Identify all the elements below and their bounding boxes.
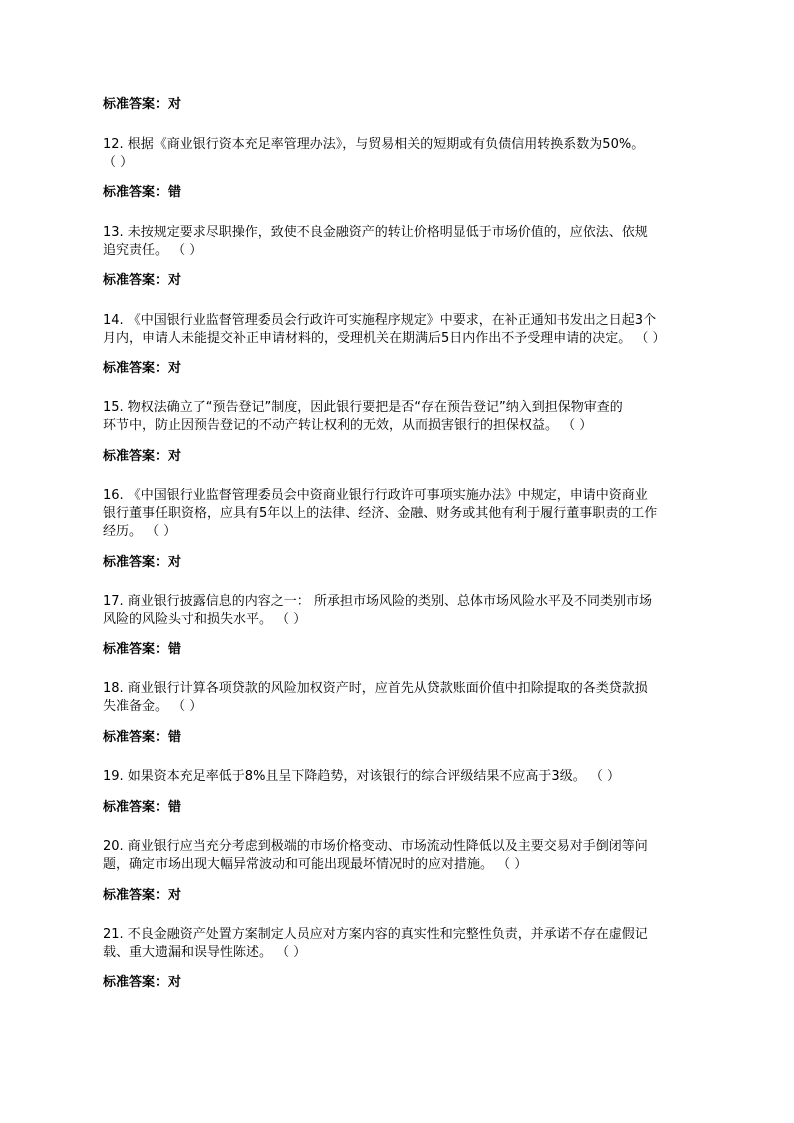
question-15-line-2: 环节中，防止因预告登记的不动产转让权利的无效，从而损害银行的担保权益。 （ ） bbox=[103, 418, 593, 433]
question-21-line-1: 21. 不良金融资产处置方案制定人员应对方案内容的真实性和完整性负责，并承诺不存在虚假记 bbox=[103, 927, 648, 942]
question-18-line-1: 18. 商业银行计算各项贷款的风险加权资产时，应首先从贷款账面价值中扣除提取的各类贷款损 bbox=[103, 681, 648, 696]
answer-18: 标准答案：错 bbox=[103, 730, 182, 745]
answer-16: 标准答案：对 bbox=[103, 555, 182, 570]
question-14-line-1: 14. 《中国银行业监督管理委员会行政许可实施程序规定》中要求，在补正通知书发出之日起3个 bbox=[103, 313, 657, 328]
question-15-line-1: 15. 物权法确立了“预告登记”制度，因此银行要把是否“存在预告登记”纳入到担保物审查的 bbox=[103, 400, 623, 415]
question-16 bbox=[103, 487, 703, 541]
question-20-line-1: 20. 商业银行应当充分考虑到极端的市场价格变动、市场流动性降低以及主要交易对手倒闭等问 bbox=[103, 839, 648, 854]
question-16-line-3: 经历。 （ ） bbox=[103, 524, 177, 539]
answer-11: 标准答案：对 bbox=[103, 97, 182, 112]
question-18 bbox=[103, 680, 703, 716]
question-13 bbox=[103, 224, 703, 260]
question-19 bbox=[103, 768, 703, 786]
question-16-line-1: 16. 《中国银行业监督管理委员会中资商业银行行政许可事项实施办法》中规定，申请中资商业 bbox=[103, 488, 648, 503]
question-17-line-1: 17. 商业银行披露信息的内容之一： 所承担市场风险的类别、总体市场风险水平及不同类别市场 bbox=[103, 594, 652, 609]
question-15 bbox=[103, 399, 703, 435]
question-12-line-2: （ ） bbox=[103, 155, 134, 170]
question-18-line-2: 失准备金。 （ ） bbox=[103, 699, 203, 714]
question-17-line-2: 风险的风险头寸和损失水平。 （ ） bbox=[103, 612, 307, 627]
question-20-line-2: 题，确定市场出现大幅异常波动和可能出现最坏情况时的应对措施。 （ ） bbox=[103, 857, 528, 872]
question-20 bbox=[103, 838, 703, 874]
answer-21: 标准答案：对 bbox=[103, 975, 182, 990]
question-12 bbox=[103, 136, 703, 172]
question-21 bbox=[103, 926, 703, 962]
question-16-line-2: 银行董事任职资格，应具有5年以上的法律、经济、金融、财务或其他有利于履行董事职责的工作 bbox=[103, 506, 658, 521]
answer-17: 标准答案：错 bbox=[103, 642, 182, 657]
answer-14: 标准答案：对 bbox=[103, 361, 182, 376]
question-21-line-2: 载、重大遗漏和误导性陈述。 （ ） bbox=[103, 945, 307, 960]
answer-20: 标准答案：对 bbox=[103, 888, 182, 903]
answer-15: 标准答案：对 bbox=[103, 449, 182, 464]
question-13-line-2: 追究责任。 （ ） bbox=[103, 243, 203, 258]
question-13-line-1: 13. 未按规定要求尽职操作，致使不良金融资产的转让价格明显低于市场价值的，应依法、依规 bbox=[103, 225, 648, 240]
question-12-line-1: 12. 根据《商业银行资本充足率管理办法》，与贸易相关的短期或有负债信用转换系数为50%。 bbox=[103, 137, 645, 152]
answer-19: 标准答案：错 bbox=[103, 800, 182, 815]
answer-12: 标准答案：错 bbox=[103, 185, 182, 200]
question-14 bbox=[103, 312, 703, 348]
question-19-line-1: 19. 如果资本充足率低于8%且呈下降趋势，对该银行的综合评级结果不应高于3级。 （ ） bbox=[103, 769, 620, 784]
question-14-line-2: 月内，申请人未能提交补正申请材料的，受理机关在期满后5日内作出不予受理申请的决定。 （ ） bbox=[103, 331, 666, 346]
answer-13: 标准答案：对 bbox=[103, 273, 182, 288]
question-17 bbox=[103, 593, 703, 629]
